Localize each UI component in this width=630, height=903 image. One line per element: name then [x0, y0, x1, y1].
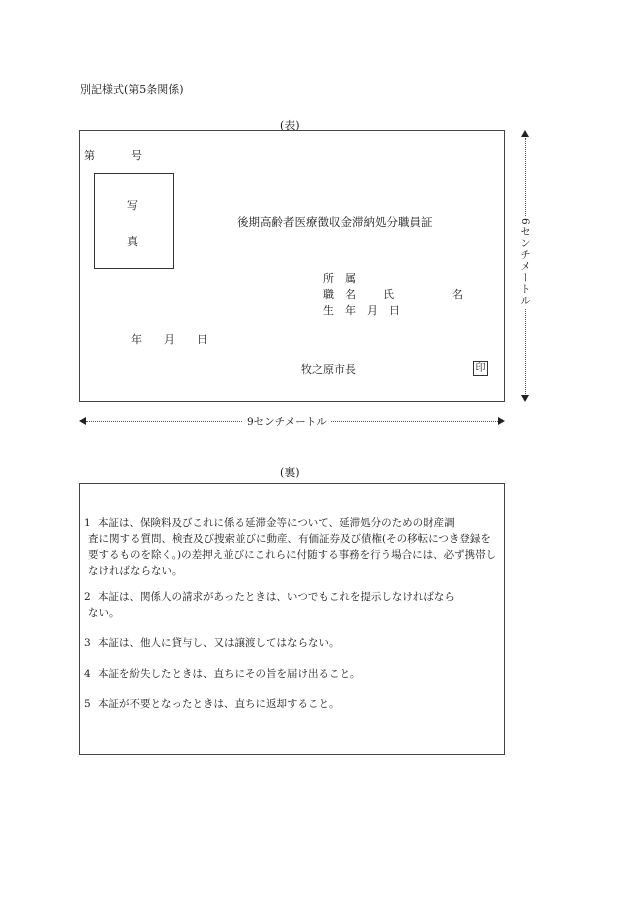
back-item-2 — [84, 589, 502, 621]
issuer-name: 牧之原市長 — [301, 363, 356, 376]
field-shozoku: 所 属 — [323, 272, 356, 285]
back-item-num: 5 — [84, 698, 91, 710]
back-item-text: 本証は、関係人の請求があったときは、いつでもこれを提示しなければなら — [98, 591, 455, 603]
field-birth: 生 年 月 日 — [323, 304, 400, 317]
photo-label-2: 真 — [127, 235, 138, 248]
back-item-text: 本証は、他人に貸与し、又は譲渡してはならない。 — [98, 637, 340, 649]
field-shimei-mei: 名 — [452, 288, 463, 301]
arrow-down-icon — [521, 395, 529, 402]
width-label: 9センチメートル — [243, 414, 331, 429]
back-item-num: 3 — [84, 637, 91, 649]
back-item-text: 本証を紛失したときは、直ちにその旨を届け出ること。 — [98, 668, 361, 680]
back-item-num: 1 — [84, 517, 91, 529]
arrow-right-icon — [498, 417, 505, 425]
back-item-3 — [84, 635, 502, 651]
photo-label-1: 写 — [127, 199, 138, 212]
back-item-4 — [84, 666, 502, 682]
back-item-text: 本証は、保険料及びこれに係る延滞金等について、延滞処分のための財産調 — [98, 517, 455, 529]
number-dai: 第 — [84, 149, 95, 162]
seal-mark: 印 — [473, 361, 488, 376]
photo-box — [94, 173, 174, 269]
number-go: 号 — [131, 149, 142, 162]
back-item-num: 4 — [84, 668, 91, 680]
back-item-num: 2 — [84, 591, 91, 603]
back-item-1 — [84, 515, 502, 579]
height-label: 6センチメートル — [519, 218, 531, 307]
arrow-up-icon — [521, 130, 529, 137]
back-item-5 — [84, 696, 502, 712]
card-title: 後期高齢者医療徴収金滞納処分職員証 — [237, 215, 433, 229]
issue-date: 年 月 日 — [131, 333, 208, 346]
front-label: (表) — [280, 119, 300, 132]
field-shimei-shi: 氏 — [383, 288, 394, 301]
back-item-text-cont: 査に関する質問、検査及び捜索並びに動産、有価証券及び債権(その移転につき登録を要するものを除く。)の差押え並びにこれらに付随する事務を行う場合には、必ず携帯しなければならない。 — [88, 533, 497, 577]
back-item-text-cont: ない。 — [88, 607, 120, 619]
back-label: (裏) — [280, 466, 300, 479]
document-header: 別記様式(第5条関係) — [80, 83, 184, 96]
arrow-left-icon — [79, 417, 86, 425]
back-item-text: 本証が不要となったときは、直ちに返却すること。 — [98, 698, 340, 710]
field-shokumei: 職 名 — [323, 288, 356, 301]
